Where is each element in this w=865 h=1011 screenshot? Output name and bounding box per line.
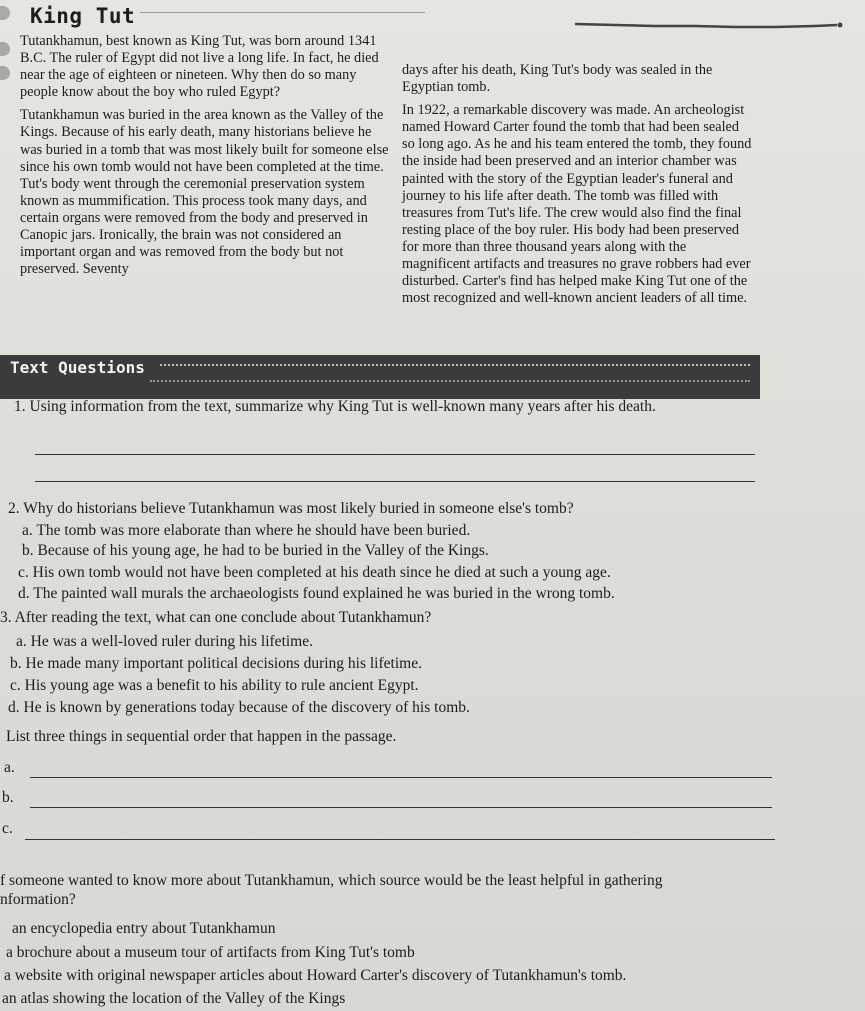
question-3: 3. After reading the text, what can one conclude about Tutankhamun?: [0, 609, 432, 626]
title-rule: [140, 12, 425, 13]
binder-hole-mark: [0, 42, 10, 56]
question-1: 1. Using information from the text, summarize why King Tut is well-known many years after his death.: [14, 398, 656, 415]
answer-option[interactable]: an atlas showing the location of the Valley of the Kings: [2, 990, 346, 1007]
banner-dotted-line: [150, 380, 750, 382]
answer-line[interactable]: [35, 481, 755, 482]
answer-option[interactable]: c. His young age was a benefit to his ability to rule ancient Egypt.: [10, 677, 419, 694]
passage-left-column: [20, 33, 390, 284]
decorative-border-line: [575, 20, 845, 30]
answer-line[interactable]: [25, 839, 775, 840]
question-2: 2. Why do historians believe Tutankhamun was most likely buried in someone else's tomb?: [8, 500, 574, 517]
answer-option[interactable]: a website with original newspaper articles about Howard Carter's discovery of Tutankhamun's tomb.: [4, 967, 627, 984]
answer-option[interactable]: a. He was a well-loved ruler during his lifetime.: [16, 633, 313, 650]
answer-label: a.: [4, 759, 15, 776]
answer-option[interactable]: d. He is known by generations today because of the discovery of his tomb.: [8, 699, 470, 716]
passage-paragraph: Tutankhamun was buried in the area known as the Valley of the Kings. Because of his early death, many historians believe he was buried in a tomb that was most likely built for someone else since his own tomb would not have been completed at the time. Tut's body went through the ceremonial preservation system known as mummification. This process took many days, and certain organs were removed from the body and preserved in Canopic jars. Ironically, the brain was not considered an important organ and was removed from the body but not preserved. Seventy: [20, 107, 389, 278]
answer-option[interactable]: b. Because of his young age, he had to be buried in the Valley of the Kings.: [22, 542, 489, 559]
answer-option[interactable]: a brochure about a museum tour of artifacts from King Tut's tomb: [6, 944, 415, 961]
passage-right-column: [402, 62, 754, 313]
answer-label: c.: [2, 820, 13, 837]
answer-label: b.: [2, 789, 14, 806]
passage-paragraph: Tutankhamun, best known as King Tut, was born around 1341 B.C. The ruler of Egypt did not live a long life. In fact, he died near the age of eighteen or nineteen. Why then do so many people know about the boy who ruled Egypt?: [20, 33, 379, 101]
question-5-continued: nformation?: [0, 891, 76, 908]
question-4: List three things in sequential order that happen in the passage.: [6, 728, 397, 745]
passage-paragraph: days after his death, King Tut's body was sealed in the Egyptian tomb.: [402, 62, 713, 96]
binder-hole-mark: [0, 6, 10, 20]
answer-line[interactable]: [35, 454, 755, 455]
page-title: King Tut: [30, 4, 136, 28]
answer-option[interactable]: a. The tomb was more elaborate than where he should have been buried.: [22, 522, 471, 539]
answer-line[interactable]: [30, 807, 772, 808]
answer-option[interactable]: c. His own tomb would not have been completed at his death since he died at such a young age.: [18, 564, 611, 581]
section-heading: Text Questions: [10, 358, 145, 377]
banner-dotted-line: [160, 364, 750, 366]
answer-option[interactable]: an encyclopedia entry about Tutankhamun: [12, 920, 276, 937]
binder-hole-mark: [0, 66, 10, 80]
question-5: f someone wanted to know more about Tutankhamun, which source would be the least helpful in gathering: [0, 872, 663, 889]
passage-paragraph: In 1922, a remarkable discovery was made. An archeologist named Howard Carter found the tomb that had been sealed so long ago. As he and his team entered the tomb, they found the inside had been preserved and an interior chamber was painted with the story of the Egyptian leader's funeral and journey to his life after death. The tomb was filled with treasures from Tut's life. The crew would also find the final resting place of the boy ruler. His body had been preserved for more than three thousand years along with the magnificent artifacts and treasures no grave robbers had ever disturbed. Carter's find has helped make King Tut one of the most recognized and well-known ancient leaders of all time.: [402, 102, 752, 307]
answer-option[interactable]: b. He made many important political decisions during his lifetime.: [10, 655, 422, 672]
answer-line[interactable]: [30, 777, 772, 778]
answer-option[interactable]: d. The painted wall murals the archaeologists found explained he was buried in the wrong tomb.: [18, 585, 615, 602]
